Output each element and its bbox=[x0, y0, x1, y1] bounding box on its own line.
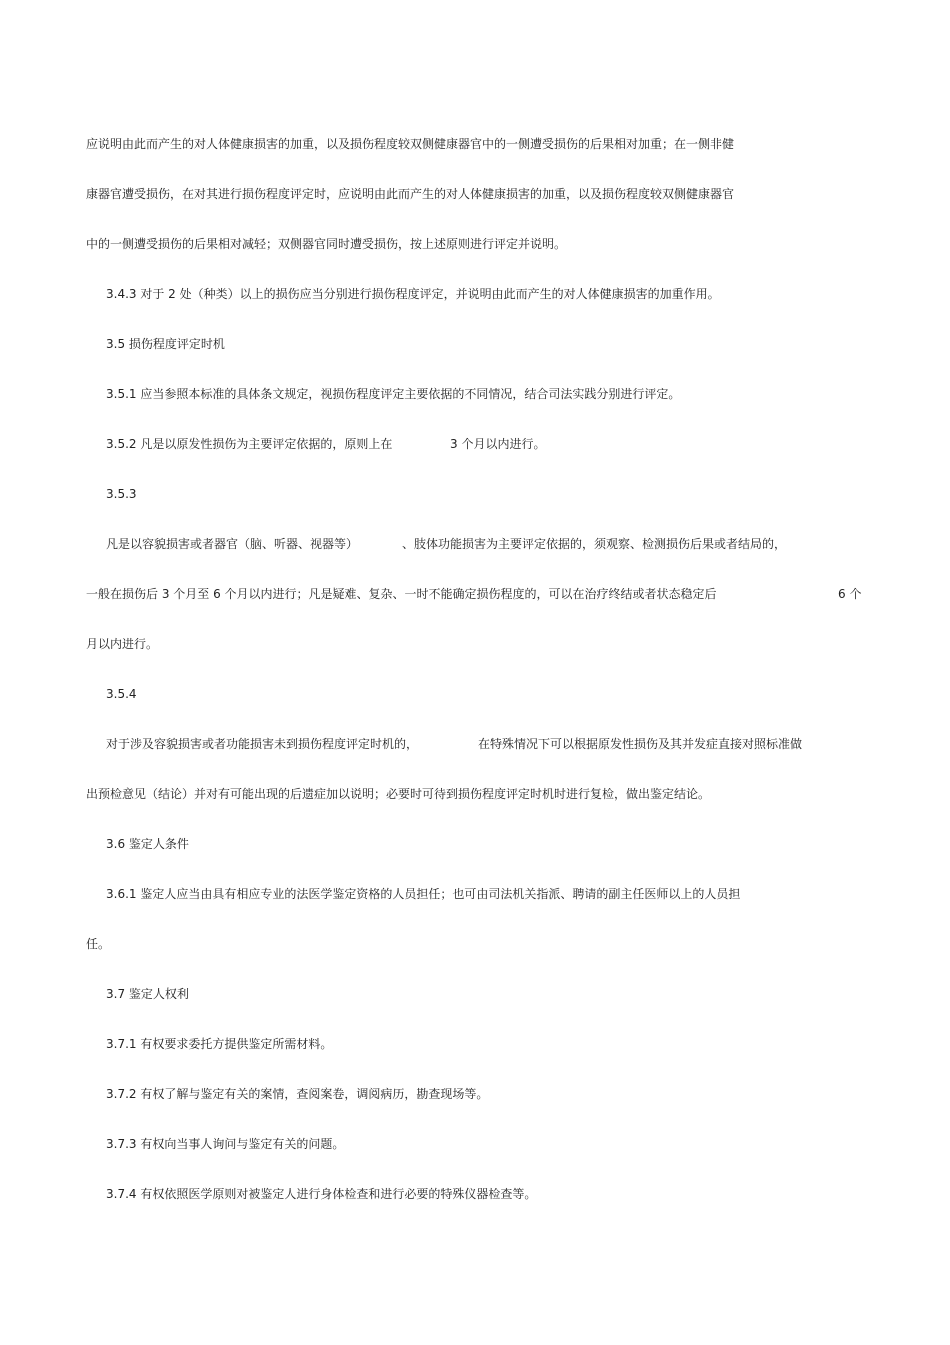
paragraph-line: 在特殊情况下可以根据原发性损伤及其并发症直接对照标准做 bbox=[478, 737, 803, 751]
paragraph-line: 康器官遭受损伤，在对其进行损伤程度评定时，应说明由此而产生的对人体健康损害的加重，以及损伤程度较双侧健康器官 bbox=[86, 187, 735, 201]
section-heading-3-5: 3.5 损伤程度评定时机 bbox=[106, 337, 225, 351]
paragraph-line: 一般在损伤后 3 个月至 6 个月以内进行；凡是疑难、复杂、一时不能确定损伤程度的，可以在治疗终结或者状态稳定后 bbox=[86, 587, 717, 601]
paragraph-line: 凡是以容貌损害或者器官（脑、听器、视器等） bbox=[106, 537, 359, 551]
section-heading-3-7: 3.7 鉴定人权利 bbox=[106, 987, 189, 1001]
clause-3-4-3: 3.4.3 对于 2 处（种类）以上的损伤应当分别进行损伤程度评定，并说明由此而产生的对人体健康损害的加重作用。 bbox=[106, 287, 720, 301]
clause-3-7-3: 3.7.3 有权向当事人询问与鉴定有关的问题。 bbox=[106, 1137, 345, 1151]
clause-3-5-3-number: 3.5.3 bbox=[106, 487, 137, 501]
clause-3-5-2-continuation: 3 个月以内进行。 bbox=[450, 437, 546, 451]
clause-3-7-2: 3.7.2 有权了解与鉴定有关的案情，查阅案卷，调阅病历，勘查现场等。 bbox=[106, 1087, 489, 1101]
paragraph-line: 6 个 bbox=[838, 587, 862, 601]
clause-3-7-4: 3.7.4 有权依照医学原则对被鉴定人进行身体检查和进行必要的特殊仪器检查等。 bbox=[106, 1187, 537, 1201]
clause-3-5-2: 3.5.2 凡是以原发性损伤为主要评定依据的，原则上在 bbox=[106, 437, 393, 451]
clause-3-5-1: 3.5.1 应当参照本标准的具体条文规定，视损伤程度评定主要依据的不同情况，结合司法实践分别进行评定。 bbox=[106, 387, 681, 401]
paragraph-line: 出预检意见（结论）并对有可能出现的后遗症加以说明；必要时可待到损伤程度评定时机时进行复检，做出鉴定结论。 bbox=[86, 787, 711, 801]
paragraph-line: 应说明由此而产生的对人体健康损害的加重，以及损伤程度较双侧健康器官中的一侧遭受损伤的后果相对加重；在一侧非健 bbox=[86, 137, 735, 151]
clause-3-7-1: 3.7.1 有权要求委托方提供鉴定所需材料。 bbox=[106, 1037, 333, 1051]
paragraph-line: 月以内进行。 bbox=[86, 637, 159, 651]
clause-3-6-1: 3.6.1 鉴定人应当由具有相应专业的法医学鉴定资格的人员担任；也可由司法机关指派、聘请的副主任医师以上的人员担 bbox=[106, 887, 741, 901]
paragraph-line: 中的一侧遭受损伤的后果相对减轻；双侧器官同时遭受损伤，按上述原则进行评定并说明。 bbox=[86, 237, 567, 251]
paragraph-line: 任。 bbox=[86, 937, 111, 951]
section-heading-3-6: 3.6 鉴定人条件 bbox=[106, 837, 189, 851]
clause-3-5-4-number: 3.5.4 bbox=[106, 687, 137, 701]
paragraph-line: 、肢体功能损害为主要评定依据的，须观察、检测损伤后果或者结局的， bbox=[402, 537, 787, 551]
paragraph-line: 对于涉及容貌损害或者功能损害未到损伤程度评定时机的， bbox=[106, 737, 419, 751]
